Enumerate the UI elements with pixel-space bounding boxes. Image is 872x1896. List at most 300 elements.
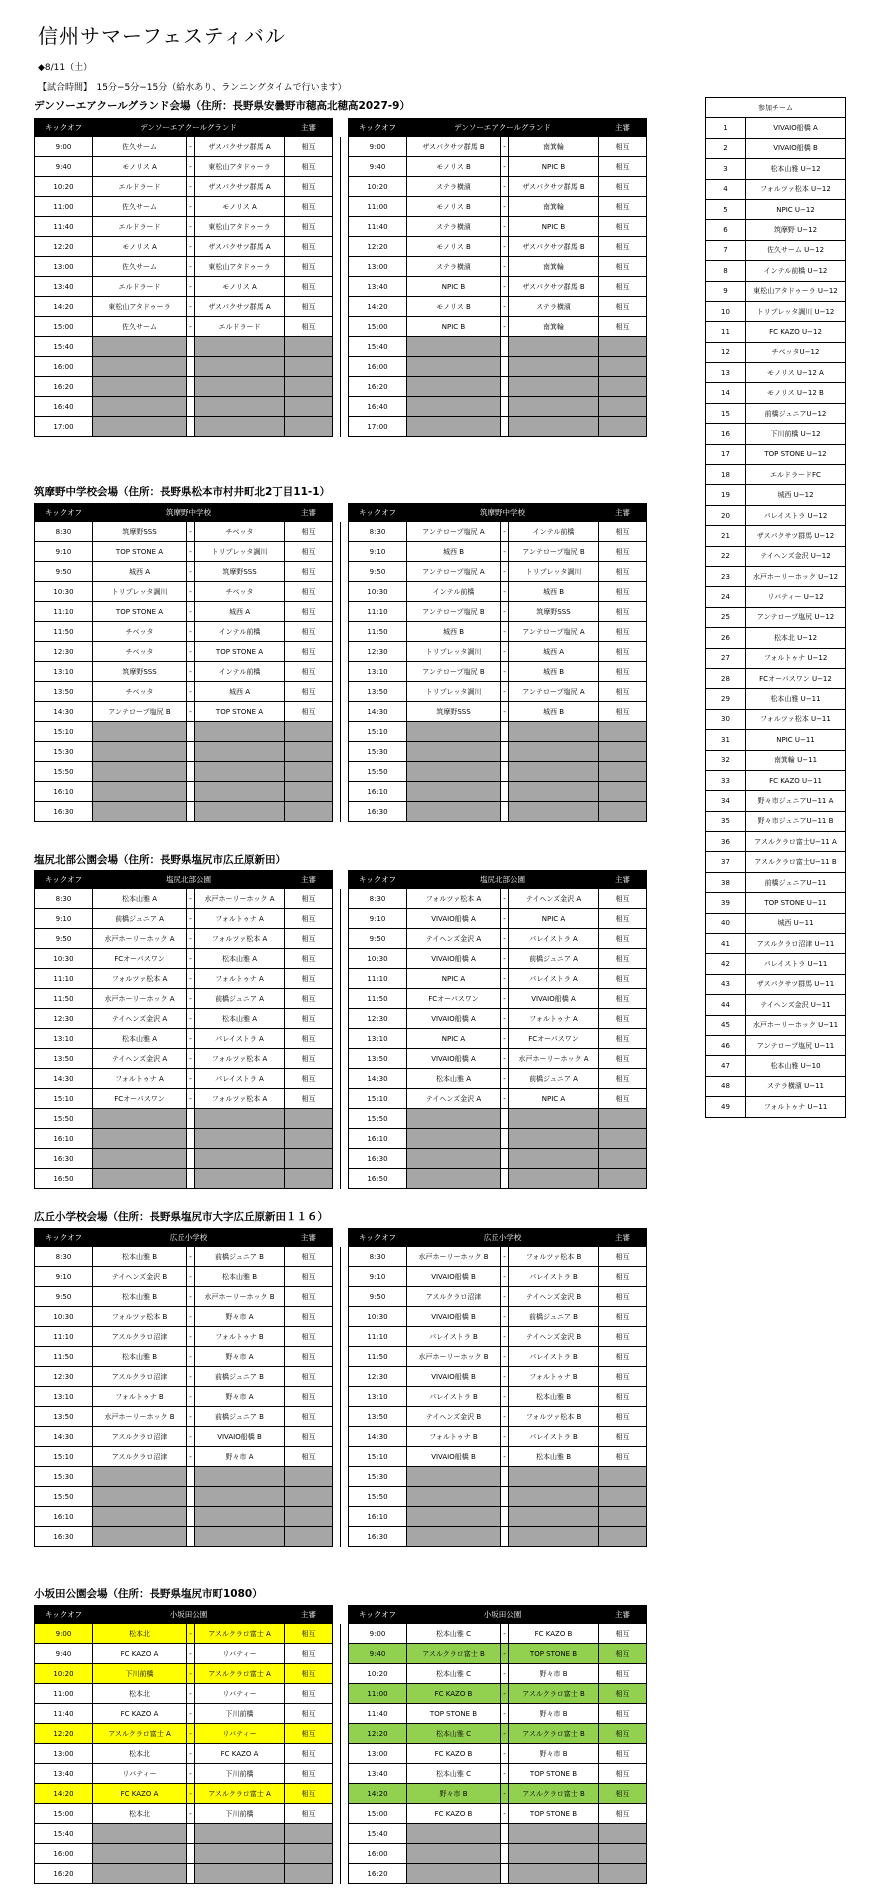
list-item [706, 607, 846, 627]
away-team [195, 1109, 285, 1129]
kickoff-time: 11:10 [349, 602, 407, 622]
referee [599, 1824, 647, 1844]
table-row [35, 642, 647, 662]
home-team: 松本山雅 B [93, 1287, 187, 1307]
away-team: TOP STONE B [509, 1644, 599, 1664]
away-team: 野々市 A [195, 1387, 285, 1407]
team-name: NPIC U−11 [746, 730, 846, 750]
table-row [35, 1507, 647, 1527]
column-gap [341, 949, 349, 969]
referee [599, 1129, 647, 1149]
column-gap [333, 1864, 341, 1884]
kickoff-time: 11:00 [35, 1684, 93, 1704]
referee: 相互 [599, 702, 647, 722]
vs-separator: - [187, 582, 195, 602]
referee: 相互 [599, 562, 647, 582]
kickoff-time: 16:30 [35, 802, 93, 822]
referee: 相互 [285, 1447, 333, 1467]
vs-separator: - [501, 1089, 509, 1109]
home-team: 筑摩野SSS [407, 702, 501, 722]
home-team: パレイストラ B [407, 1387, 501, 1407]
team-number: 13 [706, 363, 746, 383]
team-name: FC KAZO U−12 [746, 322, 846, 342]
referee [285, 1467, 333, 1487]
kickoff-time: 16:00 [35, 357, 93, 377]
referee [599, 722, 647, 742]
ground-header: 筑摩野中学校 [407, 504, 599, 522]
home-team: 松本山雅 A [93, 1029, 187, 1049]
column-gap [333, 1387, 341, 1407]
ground-header: 塩尻北部公園 [407, 871, 599, 889]
home-team: NPIC A [407, 1029, 501, 1049]
list-item [706, 1015, 846, 1035]
vs-separator: - [187, 1069, 195, 1089]
kickoff-time: 16:20 [35, 377, 93, 397]
list-item [706, 485, 846, 505]
team-number: 44 [706, 995, 746, 1015]
table-row [35, 357, 647, 377]
column-gap [333, 889, 341, 909]
home-team: 松本山雅 B [93, 1347, 187, 1367]
referee [599, 1864, 647, 1884]
team-name: 前橋ジュニアU−12 [746, 403, 846, 423]
home-team: フォルトゥナ B [93, 1387, 187, 1407]
column-gap [341, 702, 349, 722]
team-number: 39 [706, 893, 746, 913]
column-gap [341, 602, 349, 622]
referee [285, 762, 333, 782]
vs-separator: - [187, 562, 195, 582]
table-row [35, 662, 647, 682]
column-gap [341, 1109, 349, 1129]
away-team: テイヘンズ金沢 A [509, 889, 599, 909]
home-team: トリプレッタ調川 [93, 582, 187, 602]
home-team [93, 337, 187, 357]
column-gap [341, 969, 349, 989]
referee [599, 337, 647, 357]
table-row [35, 762, 647, 782]
home-team [407, 1864, 501, 1884]
home-team: FC KAZO A [93, 1704, 187, 1724]
column-gap [333, 1427, 341, 1447]
column-gap [341, 1407, 349, 1427]
kickoff-time: 11:50 [349, 1347, 407, 1367]
kickoff-time: 13:10 [35, 1387, 93, 1407]
away-team [195, 742, 285, 762]
column-gap [333, 1287, 341, 1307]
home-team: アンテロープ塩尻 B [407, 602, 501, 622]
away-team [195, 802, 285, 822]
team-name: フォルツァ松本 U−11 [746, 709, 846, 729]
referee: 相互 [285, 317, 333, 337]
column-gap [333, 762, 341, 782]
vs-separator: - [501, 1009, 509, 1029]
vs-separator: - [187, 662, 195, 682]
kickoff-time: 16:10 [35, 1507, 93, 1527]
list-item [706, 770, 846, 790]
kickoff-time: 11:10 [35, 1327, 93, 1347]
away-team [195, 1824, 285, 1844]
away-team [195, 1507, 285, 1527]
home-team [93, 762, 187, 782]
team-name: 前橋ジュニアU−11 [746, 872, 846, 892]
kickoff-time: 10:30 [349, 949, 407, 969]
table-row [35, 397, 647, 417]
referee [599, 762, 647, 782]
referee: 相互 [285, 197, 333, 217]
away-team: ザスパクサツ群馬 A [195, 177, 285, 197]
home-team [93, 1487, 187, 1507]
vs-separator: - [501, 1367, 509, 1387]
column-gap [333, 297, 341, 317]
home-team: テイヘンズ金沢 A [407, 929, 501, 949]
column-gap [341, 682, 349, 702]
kickoff-time: 13:50 [349, 1407, 407, 1427]
vs-separator: - [501, 662, 509, 682]
column-gap [341, 257, 349, 277]
kickoff-time: 15:40 [349, 1824, 407, 1844]
away-team [509, 742, 599, 762]
kickoff-time: 16:00 [35, 1844, 93, 1864]
team-name: FC KAZO U−11 [746, 770, 846, 790]
table-row [35, 1287, 647, 1307]
vs-separator: - [187, 1387, 195, 1407]
away-team [195, 1149, 285, 1169]
list-item [706, 872, 846, 892]
referee [285, 1169, 333, 1189]
kickoff-time: 15:50 [35, 762, 93, 782]
home-team: NPIC B [407, 277, 501, 297]
kickoff-time: 10:30 [349, 1307, 407, 1327]
team-name: ザスパクサツ群馬 U−12 [746, 526, 846, 546]
away-team: エルドラード [195, 317, 285, 337]
referee: 相互 [285, 1684, 333, 1704]
schedule-table [34, 1605, 647, 1884]
column-gap [333, 622, 341, 642]
home-team: モノリス A [93, 237, 187, 257]
away-team: フォルツァ松本 A [195, 1049, 285, 1069]
vs-separator: - [187, 889, 195, 909]
home-team [93, 1844, 187, 1864]
referee: 相互 [599, 257, 647, 277]
table-row [35, 1744, 647, 1764]
vs-separator [501, 1844, 509, 1864]
column-gap [333, 397, 341, 417]
table-row [35, 1169, 647, 1189]
column-gap [341, 1069, 349, 1089]
table-row [35, 1624, 647, 1644]
table-row [35, 217, 647, 237]
kickoff-time: 13:10 [349, 1387, 407, 1407]
home-team: テイヘンズ金沢 A [407, 1089, 501, 1109]
home-team: 松本山雅 A [93, 889, 187, 909]
home-team: アンテロープ塩尻 B [407, 662, 501, 682]
away-team [195, 722, 285, 742]
away-team: アンテロープ塩尻 A [509, 622, 599, 642]
column-gap [333, 137, 341, 157]
home-team [93, 1149, 187, 1169]
kickoff-time: 16:40 [349, 397, 407, 417]
kickoff-time: 15:40 [35, 337, 93, 357]
column-gap [341, 1784, 349, 1804]
vs-separator [501, 782, 509, 802]
kickoff-header: キックオフ [349, 504, 407, 522]
referee: 相互 [285, 1287, 333, 1307]
home-team: NPIC B [407, 317, 501, 337]
kickoff-header: キックオフ [35, 504, 93, 522]
vs-separator [501, 337, 509, 357]
kickoff-time: 9:40 [35, 157, 93, 177]
vs-separator: - [187, 1307, 195, 1327]
vs-separator: - [501, 1049, 509, 1069]
home-team: アンテロープ塩尻 A [407, 562, 501, 582]
referee [285, 782, 333, 802]
team-number: 36 [706, 832, 746, 852]
team-number: 16 [706, 424, 746, 444]
table-row [35, 1267, 647, 1287]
referee: 相互 [599, 542, 647, 562]
home-team [407, 742, 501, 762]
away-team [195, 377, 285, 397]
kickoff-time: 10:20 [349, 177, 407, 197]
vs-separator: - [187, 1267, 195, 1287]
kickoff-time: 15:30 [35, 1467, 93, 1487]
referee: 相互 [599, 217, 647, 237]
column-gap [333, 1684, 341, 1704]
kickoff-time: 15:10 [349, 1447, 407, 1467]
home-team [93, 1467, 187, 1487]
referee: 相互 [599, 1029, 647, 1049]
venue-heading: デンソーエアクールグランド会場（住所：長野県安曇野市穂高北穂高2027-9） [34, 100, 410, 112]
table-row [35, 542, 647, 562]
away-team: 筑摩野SSS [509, 602, 599, 622]
away-team: 東松山アタドゥーラ [195, 157, 285, 177]
referee [599, 377, 647, 397]
vs-separator [187, 1507, 195, 1527]
column-gap [333, 1487, 341, 1507]
vs-separator: - [187, 1247, 195, 1267]
column-gap [341, 1467, 349, 1487]
list-item [706, 893, 846, 913]
home-team [93, 1169, 187, 1189]
referee: 相互 [285, 949, 333, 969]
kickoff-header: キックオフ [349, 871, 407, 889]
referee: 相互 [599, 949, 647, 969]
vs-separator [187, 762, 195, 782]
kickoff-time: 12:30 [349, 642, 407, 662]
kickoff-time: 9:10 [35, 909, 93, 929]
kickoff-time: 9:50 [35, 929, 93, 949]
column-gap [341, 1307, 349, 1327]
kickoff-time: 11:50 [35, 989, 93, 1009]
referee [285, 337, 333, 357]
table-row [35, 1724, 647, 1744]
home-team: 筑摩野SSS [93, 522, 187, 542]
team-number: 45 [706, 1015, 746, 1035]
table-row [35, 1307, 647, 1327]
table-row [35, 1387, 647, 1407]
vs-separator: - [187, 909, 195, 929]
column-gap [341, 217, 349, 237]
referee: 相互 [599, 1664, 647, 1684]
away-team: パレイストラ A [195, 1029, 285, 1049]
vs-separator [501, 1169, 509, 1189]
kickoff-time: 9:10 [35, 1267, 93, 1287]
home-team: 松本北 [93, 1684, 187, 1704]
column-gap [341, 377, 349, 397]
referee [285, 1109, 333, 1129]
vs-separator: - [501, 562, 509, 582]
kickoff-time: 13:10 [349, 1029, 407, 1049]
kickoff-time: 11:10 [349, 1327, 407, 1347]
home-team [407, 1467, 501, 1487]
referee: 相互 [285, 889, 333, 909]
kickoff-time: 13:40 [35, 277, 93, 297]
referee [285, 1527, 333, 1547]
team-name: アスルクラロ富士U−11 A [746, 832, 846, 852]
referee: 相互 [599, 929, 647, 949]
kickoff-time: 10:20 [35, 177, 93, 197]
kickoff-time: 15:40 [35, 1824, 93, 1844]
home-team: フォルトゥナ B [407, 1427, 501, 1447]
home-team [407, 1507, 501, 1527]
away-team: 水戸ホーリーホック A [509, 1049, 599, 1069]
home-team [407, 1487, 501, 1507]
column-gap [341, 1427, 349, 1447]
home-team [93, 377, 187, 397]
referee: 相互 [285, 1407, 333, 1427]
column-gap [333, 1029, 341, 1049]
table-row [35, 297, 647, 317]
table-row [35, 1049, 647, 1069]
vs-separator: - [501, 277, 509, 297]
home-team [93, 417, 187, 437]
table-row [35, 522, 647, 542]
table-row [35, 1009, 647, 1029]
referee: 相互 [285, 1347, 333, 1367]
list-item [706, 730, 846, 750]
away-team [195, 1169, 285, 1189]
column-gap [333, 504, 349, 522]
column-gap [333, 871, 349, 889]
column-gap [333, 742, 341, 762]
team-number: 15 [706, 403, 746, 423]
team-number: 12 [706, 342, 746, 362]
vs-separator: - [501, 237, 509, 257]
home-team: チベッタ [93, 642, 187, 662]
team-name: 松本北 U−12 [746, 628, 846, 648]
kickoff-time: 16:00 [349, 1844, 407, 1864]
column-gap [341, 1624, 349, 1644]
vs-separator [187, 1864, 195, 1884]
vs-separator: - [501, 257, 509, 277]
column-gap [333, 1229, 349, 1247]
referee: 相互 [285, 1387, 333, 1407]
away-team: 野々市 A [195, 1347, 285, 1367]
home-team: NPIC A [407, 969, 501, 989]
kickoff-time: 13:10 [349, 662, 407, 682]
column-gap [333, 642, 341, 662]
table-row [35, 337, 647, 357]
home-team: ステラ横濱 [407, 257, 501, 277]
home-team: アスルクラロ富士 B [407, 1644, 501, 1664]
kickoff-time: 14:30 [349, 1069, 407, 1089]
kickoff-header: キックオフ [349, 1606, 407, 1624]
list-item [706, 342, 846, 362]
away-team [509, 1169, 599, 1189]
kickoff-time: 14:30 [349, 702, 407, 722]
venue-heading: 塩尻北部公園会場（住所：長野県塩尻市広丘原新田） [34, 854, 286, 866]
venue-heading: 筑摩野中学校会場（住所：長野県松本市村井町北2丁目11-1） [34, 486, 331, 498]
kickoff-time: 15:50 [35, 1487, 93, 1507]
home-team: 前橋ジュニア A [93, 909, 187, 929]
ground-header: 小坂田公園 [407, 1606, 599, 1624]
away-team: ザスパクサツ群馬 B [509, 177, 599, 197]
referee: 相互 [285, 682, 333, 702]
referee: 相互 [285, 1644, 333, 1664]
referee: 相互 [285, 582, 333, 602]
vs-separator: - [501, 542, 509, 562]
kickoff-time: 11:00 [35, 197, 93, 217]
away-team: 下川前橋 [195, 1704, 285, 1724]
referee [285, 722, 333, 742]
home-team: トリプレッタ調川 [407, 682, 501, 702]
away-team: 前橋ジュニア A [509, 1069, 599, 1089]
away-team: チベッタ [195, 582, 285, 602]
home-team: エルドラード [93, 277, 187, 297]
list-item [706, 995, 846, 1015]
kickoff-time: 13:00 [349, 257, 407, 277]
away-team: トリプレッタ調川 [509, 562, 599, 582]
away-team [509, 782, 599, 802]
home-team: 松本山雅 C [407, 1724, 501, 1744]
away-team: FC KAZO B [509, 1624, 599, 1644]
vs-separator [501, 377, 509, 397]
table-row [35, 1109, 647, 1129]
home-team: 水戸ホーリーホック A [93, 989, 187, 1009]
referee: 相互 [599, 1447, 647, 1467]
team-number: 40 [706, 913, 746, 933]
vs-separator: - [187, 157, 195, 177]
vs-separator [187, 1109, 195, 1129]
table-row [35, 949, 647, 969]
kickoff-time: 9:10 [349, 909, 407, 929]
referee: 相互 [285, 1664, 333, 1684]
home-team: アスルクラロ富士 A [93, 1724, 187, 1744]
away-team: 水戸ホーリーホック A [195, 889, 285, 909]
vs-separator [501, 397, 509, 417]
referee: 相互 [285, 702, 333, 722]
referee: 相互 [599, 602, 647, 622]
referee: 相互 [285, 137, 333, 157]
away-team: 城西 B [509, 702, 599, 722]
column-gap [341, 1664, 349, 1684]
table-row [35, 177, 647, 197]
vs-separator: - [501, 602, 509, 622]
table-row [35, 1367, 647, 1387]
vs-separator: - [501, 157, 509, 177]
home-team: 水戸ホーリーホック B [407, 1247, 501, 1267]
column-gap [333, 1069, 341, 1089]
team-number: 48 [706, 1076, 746, 1096]
home-team [407, 1109, 501, 1129]
team-number: 22 [706, 546, 746, 566]
list-item [706, 566, 846, 586]
away-team: インテル前橋 [195, 662, 285, 682]
kickoff-time: 15:50 [349, 762, 407, 782]
referee [599, 417, 647, 437]
vs-separator: - [501, 949, 509, 969]
